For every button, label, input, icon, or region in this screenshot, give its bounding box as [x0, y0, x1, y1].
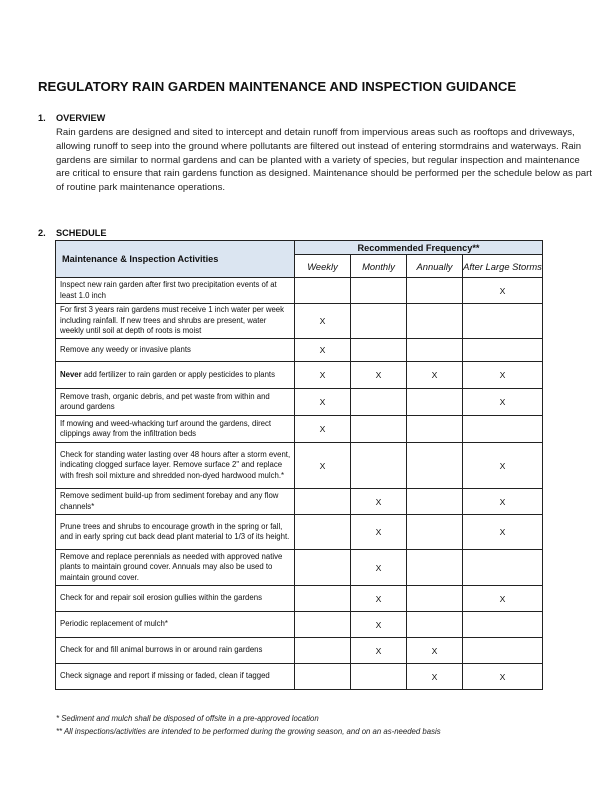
table-row [56, 664, 543, 690]
frequency-mark-cell [407, 443, 463, 489]
section-schedule-heading [38, 228, 107, 238]
table-row [56, 339, 543, 362]
activity-text: If mowing and weed-whacking turf around the gardens, direct clippings away from the infiltration beds [60, 418, 272, 438]
section-overview-heading [38, 113, 105, 123]
activity-text: Remove and replace perennials as needed with approved native plants to maintain ground cover. Annuals may also be used to maintain ground cover. [60, 551, 283, 582]
frequency-mark-cell: X [463, 489, 543, 515]
section-title: OVERVIEW [56, 113, 106, 123]
activity-cell [56, 612, 295, 638]
frequency-mark-cell [407, 515, 463, 550]
frequency-mark-cell: X [351, 550, 407, 586]
footnote-sediment: * Sediment and mulch shall be disposed of offsite in a pre-approved location [56, 714, 319, 723]
frequency-mark-cell [407, 278, 463, 304]
frequency-mark-cell [407, 304, 463, 339]
frequency-mark-cell [407, 612, 463, 638]
activity-text: Check for and repair soil erosion gullies within the gardens [60, 593, 262, 603]
activity-emphasis: Never [60, 369, 82, 379]
activity-cell [56, 416, 295, 443]
frequency-mark-cell [295, 515, 351, 550]
table-row [56, 638, 543, 664]
activity-cell [56, 362, 295, 389]
frequency-mark-cell [351, 339, 407, 362]
frequency-mark-cell [295, 586, 351, 612]
frequency-mark-cell [351, 443, 407, 489]
section-number: 1. [38, 113, 46, 123]
frequency-mark-cell [463, 638, 543, 664]
activity-text: For first 3 years rain gardens must receive 1 inch water per week including rainfall. If new trees and shrubs are present, water weekly until soil at depth of roots is moist [60, 305, 285, 336]
table-row [56, 489, 543, 515]
table-row [56, 612, 543, 638]
frequency-mark-cell: X [351, 638, 407, 664]
table-row [56, 515, 543, 550]
frequency-mark-cell [463, 416, 543, 443]
activity-text: Remove trash, organic debris, and pet waste from within and around gardens [60, 391, 270, 411]
activity-text: Remove sediment build-up from sediment forebay and any flow channels* [60, 491, 279, 511]
frequency-mark-cell: X [463, 586, 543, 612]
frequency-mark-cell: X [295, 389, 351, 416]
page-title: REGULATORY RAIN GARDEN MAINTENANCE AND INSPECTION GUIDANCE [38, 79, 517, 94]
frequency-mark-cell [407, 550, 463, 586]
frequency-mark-cell [463, 304, 543, 339]
activity-text: Check for and fill animal burrows in or around rain gardens [60, 645, 263, 655]
frequency-mark-cell [407, 489, 463, 515]
frequency-group-header: Recommended Frequency** [295, 241, 543, 255]
activity-text: Check for standing water lasting over 48 hours after a storm event, indicating clogged surface layer. Remove surface 2" and replace with fresh soil mixture and shredded non-dyed hardwood mulch.* [60, 449, 291, 480]
frequency-mark-cell [351, 278, 407, 304]
activity-column-header: Maintenance & Inspection Activities [56, 241, 295, 278]
activity-cell [56, 339, 295, 362]
frequency-mark-cell: X [351, 612, 407, 638]
frequency-mark-cell [351, 304, 407, 339]
column-header-monthly: Monthly [351, 255, 407, 278]
activity-cell [56, 443, 295, 489]
activity-text: Remove any weedy or invasive plants [60, 344, 191, 354]
frequency-mark-cell [463, 339, 543, 362]
frequency-mark-cell: X [351, 362, 407, 389]
column-header-weekly: Weekly [295, 255, 351, 278]
frequency-mark-cell [351, 416, 407, 443]
activity-text: Prune trees and shrubs to encourage growth in the spring or fall, and in early spring cut back dead plant material to 1/3 of its height. [60, 521, 290, 541]
activity-cell [56, 304, 295, 339]
frequency-mark-cell: X [407, 664, 463, 690]
activity-cell [56, 515, 295, 550]
frequency-mark-cell [407, 416, 463, 443]
section-number: 2. [38, 228, 46, 238]
frequency-mark-cell: X [351, 489, 407, 515]
activity-text: Inspect new rain garden after first two precipitation events of at least 1.0 inch [60, 280, 277, 300]
section-title: SCHEDULE [56, 228, 107, 238]
frequency-mark-cell: X [407, 638, 463, 664]
frequency-mark-cell [463, 612, 543, 638]
activity-cell [56, 586, 295, 612]
schedule-table [55, 240, 543, 690]
frequency-mark-cell [463, 550, 543, 586]
activity-text: Periodic replacement of mulch* [60, 619, 168, 629]
table-row [56, 389, 543, 416]
table-row [56, 362, 543, 389]
frequency-mark-cell [351, 664, 407, 690]
frequency-mark-cell: X [295, 362, 351, 389]
activity-text: Check signage and report if missing or faded, clean if tagged [60, 671, 270, 681]
table-row [56, 304, 543, 339]
frequency-mark-cell [295, 612, 351, 638]
frequency-mark-cell [295, 664, 351, 690]
frequency-mark-cell: X [463, 389, 543, 416]
activity-cell [56, 638, 295, 664]
frequency-mark-cell: X [351, 586, 407, 612]
frequency-mark-cell: X [295, 304, 351, 339]
activity-cell [56, 389, 295, 416]
frequency-mark-cell: X [295, 339, 351, 362]
frequency-mark-cell [407, 586, 463, 612]
frequency-mark-cell: X [295, 443, 351, 489]
activity-text: add fertilizer to rain garden or apply pesticides to plants [81, 369, 275, 379]
frequency-mark-cell: X [351, 515, 407, 550]
overview-paragraph: Rain gardens are designed and sited to intercept and detain runoff from impervious areas such as rooftops and driveways, allowing runoff to seep into the ground where pollutants are filtered out instead of entering stormdrains and waterways. Rain gardens are similar to normal gardens and can be planted with a variety of species, but regular inspection and maintenance are critical to ensure that rain gardens function as designed. Maintenance should be performed per the schedule below as part of routine park maintenance operations. [56, 127, 592, 194]
table-row [56, 586, 543, 612]
frequency-mark-cell [407, 339, 463, 362]
column-header-after-large-storms: After Large Storms [463, 255, 543, 278]
frequency-mark-cell [407, 389, 463, 416]
frequency-mark-cell: X [463, 664, 543, 690]
footnote-growing-season: ** All inspections/activities are intended to be performed during the growing season, and on an as-needed basis [56, 727, 441, 736]
frequency-mark-cell: X [463, 362, 543, 389]
frequency-mark-cell: X [463, 278, 543, 304]
activity-cell [56, 664, 295, 690]
frequency-mark-cell [295, 638, 351, 664]
table-row [56, 278, 543, 304]
table-row [56, 416, 543, 443]
activity-cell [56, 550, 295, 586]
frequency-mark-cell [295, 550, 351, 586]
activity-cell [56, 278, 295, 304]
column-header-annually: Annually [407, 255, 463, 278]
table-row [56, 550, 543, 586]
frequency-mark-cell: X [407, 362, 463, 389]
frequency-mark-cell [295, 489, 351, 515]
frequency-mark-cell: X [295, 416, 351, 443]
table-row [56, 443, 543, 489]
frequency-mark-cell [351, 389, 407, 416]
frequency-mark-cell: X [463, 443, 543, 489]
activity-cell [56, 489, 295, 515]
frequency-mark-cell [295, 278, 351, 304]
frequency-mark-cell: X [463, 515, 543, 550]
